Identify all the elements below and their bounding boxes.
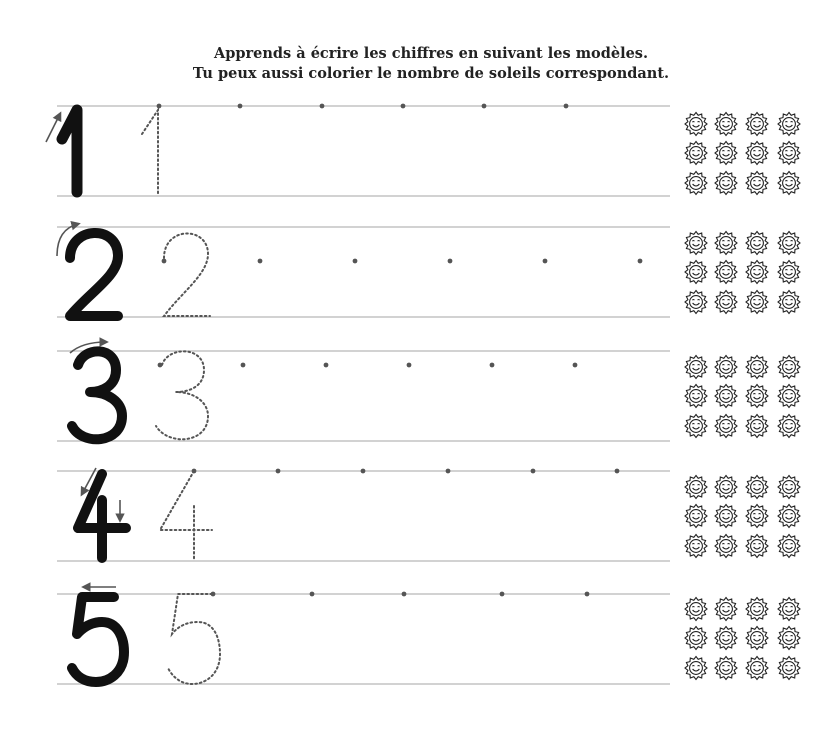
traced-digit-5 xyxy=(168,594,220,684)
start-dots xyxy=(158,363,578,368)
row-2 xyxy=(57,224,800,317)
model-digit-1 xyxy=(62,110,77,192)
instruction-line-1: Apprends à écrire les chiffres en suivant les modèles. xyxy=(213,45,649,62)
sun-grid xyxy=(685,113,800,195)
sun-grid xyxy=(685,598,800,680)
instruction-line-2: Tu peux aussi colorier le nombre de soleils correspondant. xyxy=(192,65,670,82)
model-digit-5 xyxy=(72,597,124,682)
sun-grid xyxy=(685,476,800,558)
row-4 xyxy=(57,468,800,561)
model-digit-3 xyxy=(72,351,122,439)
traced-digit-1 xyxy=(142,110,158,196)
sun-grid xyxy=(685,356,800,438)
traced-digit-2 xyxy=(164,233,210,316)
row-5 xyxy=(57,587,800,684)
start-dots xyxy=(162,259,643,264)
model-digit-2 xyxy=(70,233,118,316)
traced-digit-3 xyxy=(156,351,208,439)
traced-digit-4 xyxy=(160,471,212,560)
row-3 xyxy=(57,342,800,441)
sun-grid xyxy=(685,232,800,314)
row-1 xyxy=(46,104,800,196)
